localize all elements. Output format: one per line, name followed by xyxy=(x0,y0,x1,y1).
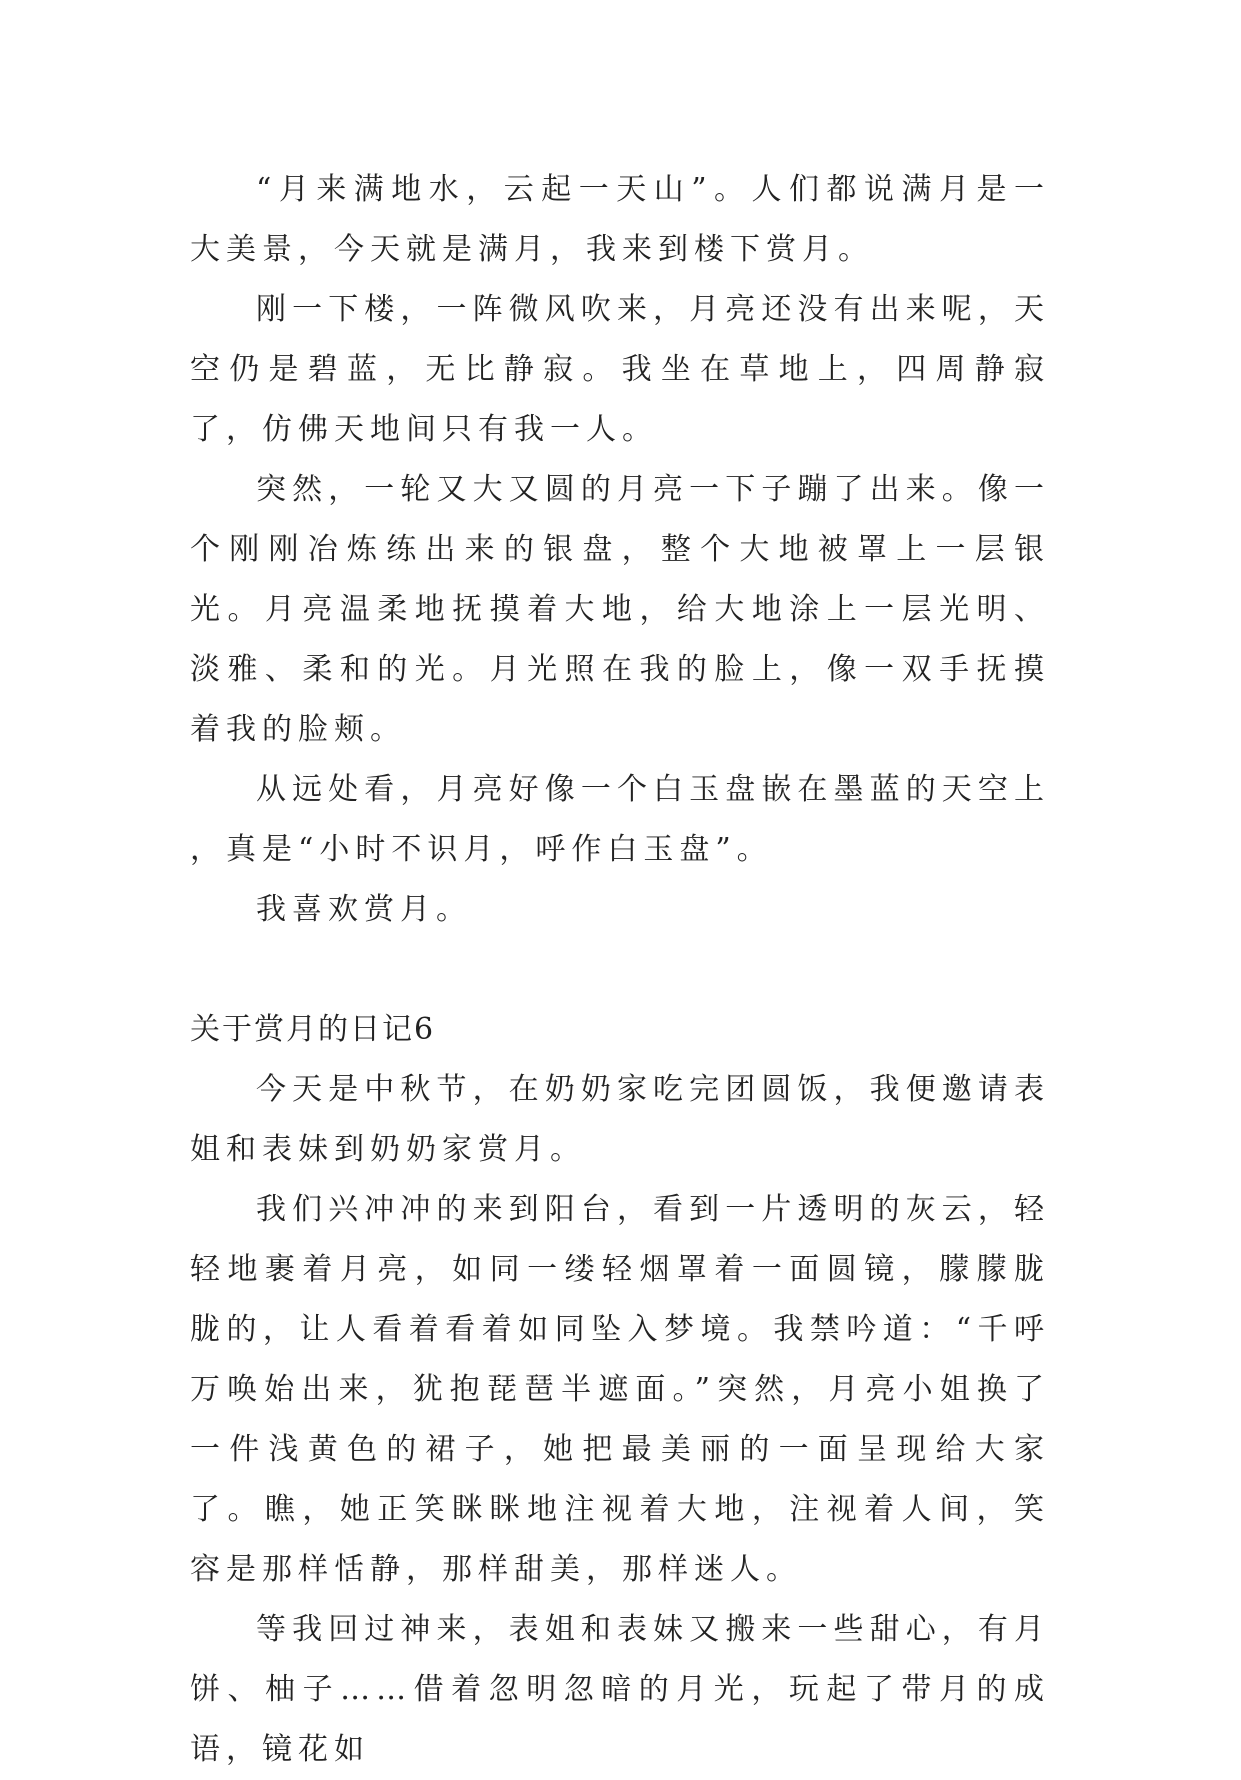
section-title: 关于赏月的日记6 xyxy=(190,1012,436,1047)
paragraph: 刚一下楼，一阵微风吹来，月亮还没有出来呢，天空仍是碧蓝，无比静寂。我坐在草地上，四周静寂了，仿佛天地间只有我一人。 xyxy=(190,292,1050,447)
paragraph: 我们兴冲冲的来到阳台，看到一片透明的灰云，轻轻地裹着月亮，如同一缕轻烟罩着一面圆镜，朦朦胧胧的，让人看着看着如同坠入梦境。我禁吟道：“千呼万唤始出来，犹抱琵琶半遮面。”突然，月亮小姐换了一件浅黄色的裙子，她把最美丽的一面呈现给大家了。瞧，她正笑眯眯地注视着大地，注视着人间，笑容是那样恬静，那样甜美，那样迷人。 xyxy=(190,1192,1050,1587)
paragraph: 从远处看，月亮好像一个白玉盘嵌在墨蓝的天空上 ，真是“小时不识月，呼作白玉盘”。 xyxy=(190,772,1050,867)
paragraph: 等我回过神来，表姐和表妹又搬来一些甜心，有月饼、柚子……借着忽明忽暗的月光，玩起了带月的成语，镜花如 xyxy=(190,1612,1050,1767)
paragraph: “月来满地水，云起一天山”。人们都说满月是一大美景，今天就是满月，我来到楼下赏月。 xyxy=(190,172,1050,267)
paragraph: 今天是中秋节，在奶奶家吃完团圆饭，我便邀请表姐和表妹到奶奶家赏月。 xyxy=(190,1072,1050,1167)
paragraph: 我喜欢赏月。 xyxy=(256,892,472,927)
section-gap xyxy=(190,940,1050,1000)
document-body xyxy=(190,160,1050,1780)
paragraph: 突然，一轮又大又圆的月亮一下子蹦了出来。像一个刚刚冶炼练出来的银盘，整个大地被罩上一层银光。月亮温柔地抚摸着大地，给大地涂上一层光明、淡雅、柔和的光。月光照在我的脸上，像一双手抚摸着我的脸颊。 xyxy=(190,472,1050,747)
